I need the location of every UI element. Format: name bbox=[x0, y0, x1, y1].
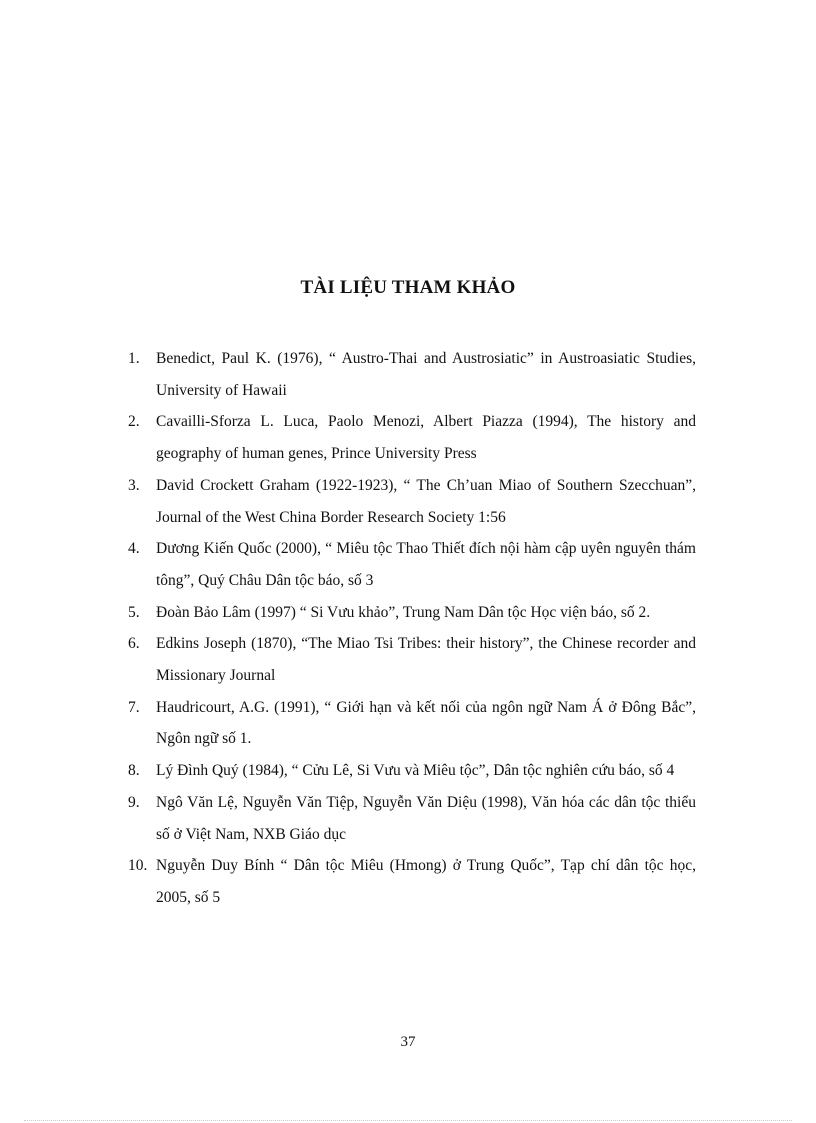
reference-text: Lý Đình Quý (1984), “ Cửu Lê, Si Vưu và Miêu tộc”, Dân tộc nghiên cứu báo, số 4 bbox=[156, 762, 675, 780]
page-bottom-divider bbox=[24, 1120, 792, 1121]
reference-number: 2. bbox=[128, 413, 140, 431]
reference-text: Đoàn Bảo Lâm (1997) “ Si Vưu khảo”, Trung Nam Dân tộc Học viện báo, số 2. bbox=[156, 603, 651, 621]
reference-number: 5. bbox=[128, 603, 140, 621]
reference-number: 7. bbox=[128, 698, 140, 716]
reference-item bbox=[128, 692, 696, 755]
reference-number: 8. bbox=[128, 762, 140, 780]
reference-number: 4. bbox=[128, 540, 140, 558]
page-title: TÀI LIỆU THAM KHẢO bbox=[300, 277, 516, 298]
reference-item bbox=[128, 628, 696, 691]
reference-text: Ngô Văn Lệ, Nguyễn Văn Tiệp, Nguyễn Văn Diệu (1998), Văn hóa các dân tộc thiểu số ở Việt Nam, NXB Giáo dục bbox=[156, 793, 696, 843]
reference-text: Dương Kiến Quốc (2000), “ Miêu tộc Thao Thiết đích nội hàm cập uyên nguyên thám tông”, Quý Châu Dân tộc báo, số 3 bbox=[156, 540, 696, 589]
reference-text: Haudricourt, A.G. (1991), “ Giới hạn và kết nối của ngôn ngữ Nam Á ở Đông Bắc”, Ngôn ngữ số 1. bbox=[156, 698, 696, 748]
reference-item bbox=[128, 533, 696, 596]
reference-number: 10. bbox=[128, 857, 148, 875]
reference-number: 9. bbox=[128, 793, 140, 811]
reference-number: 1. bbox=[128, 350, 140, 367]
reference-item bbox=[128, 597, 696, 629]
reference-text: Edkins Joseph (1870), “The Miao Tsi Tribes: their history”, the Chinese recorder and Missionary Journal bbox=[156, 635, 696, 685]
reference-item bbox=[128, 406, 696, 469]
reference-item bbox=[128, 787, 696, 850]
reference-number: 3. bbox=[128, 476, 140, 494]
reference-item bbox=[128, 850, 696, 913]
reference-text: Cavailli-Sforza L. Luca, Paolo Menozi, Albert Piazza (1994), The history and geography of human genes, Prince University Press bbox=[156, 413, 696, 463]
reference-text: Nguyễn Duy Bính “ Dân tộc Miêu (Hmong) ở Trung Quốc”, Tạp chí dân tộc học, 2005, số 5 bbox=[156, 857, 696, 906]
reference-number: 6. bbox=[128, 635, 140, 653]
reference-list bbox=[128, 343, 696, 914]
reference-item bbox=[128, 755, 696, 787]
page-number: 37 bbox=[400, 1034, 416, 1050]
reference-item bbox=[128, 470, 696, 533]
reference-item bbox=[128, 343, 696, 406]
reference-text: David Crockett Graham (1922-1923), “ The Ch’uan Miao of Southern Szecchuan”, Journal of the West China Border Research Society 1:56 bbox=[156, 476, 696, 526]
reference-text: Benedict, Paul K. (1976), “ Austro-Thai and Austrosiatic” in Austroasiatic Studies, University of Hawaii bbox=[156, 350, 696, 399]
